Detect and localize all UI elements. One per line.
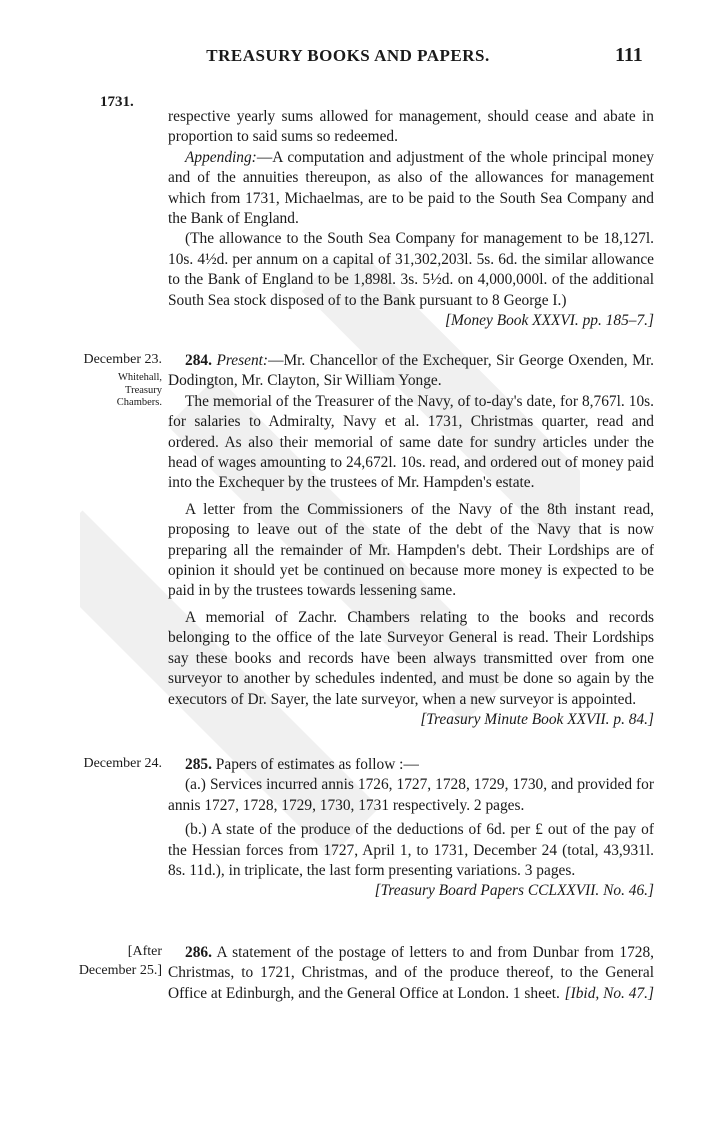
entry-number: 285.	[185, 756, 212, 773]
continuation-paragraph: respective yearly sums allowed for management, should cease and abate in proportion to said sums so redeemed.	[168, 108, 654, 146]
margin-place: Treasury	[125, 385, 162, 396]
running-header: TREASURY BOOKS AND PAPERS.	[206, 46, 490, 65]
appending-label: Appending:	[185, 148, 257, 166]
present-text: —Mr. Chancellor of the Exchequer, Sir George Oxenden, Mr. Dodington, Mr. Clayton, Sir William Yonge.	[168, 352, 654, 390]
entry-number: 284.	[185, 352, 212, 369]
entry-continuation	[168, 107, 654, 331]
margin-date: December 25.]	[78, 963, 162, 978]
entry-284	[168, 351, 654, 730]
citation-text: [Ibid, No. 47.]	[564, 985, 654, 1003]
appending-paragraph	[168, 148, 654, 230]
entry-286-body: A statement of the postage of letters to and from Dunbar from 1728, Christmas, to 1721, Christmas, and of the produce thereof, to the General Office at Edinburgh, and the General Office at London. 1 sheet.	[168, 944, 655, 1002]
margin-date: [After	[127, 944, 162, 959]
citation	[168, 710, 654, 730]
citation	[168, 881, 654, 901]
entry-284-present	[168, 351, 654, 392]
citation-text: [Treasury Board Papers CCLXXVII. No. 46.]	[374, 882, 654, 900]
margin-date: December 24.	[83, 756, 162, 771]
entry-285-item-a: (a.) Services incurred annis 1726, 1727, 1728, 1729, 1730, and provided for annis 1727, 1728, 1729, 1730, 1731 respectively. 2 pages.	[168, 776, 654, 814]
entry-286	[168, 943, 654, 1005]
entry-284-paragraph: A letter from the Commissioners of the Navy of the 8th instant read, proposing to leave out of the state of the debt of the Navy that is now preparing all the remainder of Mr. Hampden's debt. Their Lordships are of opinion it should yet be continued on because more money is expected to be paid in by the trustees towards lessening same.	[168, 500, 654, 600]
margin-place: Chambers.	[116, 397, 162, 408]
entry-285	[168, 755, 654, 902]
appending-text: —A computation and adjustment of the whole principal money and of the annuities thereupon, as also of the allowances for management which from 1731, Michaelmas, are to be paid to the South Sea Company and the Bank of England.	[168, 148, 654, 228]
page-number: 111	[615, 44, 643, 66]
entry-285-intro-text: Papers of estimates as follow :—	[215, 756, 419, 773]
entry-284-paragraph: A memorial of Zachr. Chambers relating to the books and records belonging to the office of the late Surveyor General is read. Their Lordships say these books and records have been always transmitted over from one surveyor to another by schedules indented, and must be done so again by the executors of Dr. Sayer, the late surveyor, when a new surveyor is appointed.	[168, 608, 654, 708]
entry-number: 286.	[185, 944, 212, 961]
allowance-paragraph: (The allowance to the South Sea Company for management to be 18,127l. 10s. 4½d. per annum on a capital of 31,302,203l. 5s. 6d. the similar allowance to the Bank of England to be 1,898l. 3s. 5½d. on 4,000,000l. of the additional South Sea stock disposed of to the Bank pursuant to 8 George I.)	[168, 230, 654, 309]
entry-284-paragraph: The memorial of the Treasurer of the Navy, of to-day's date, for 8,767l. 10s. for salaries to Admiralty, Navy et al. 1731, Christmas quarter, read and ordered. As also their memorial of same date for sundry articles under the head of wages amounting to 24,672l. 10s. read, and ordered out of money paid into the Exchequer by the trustees of Mr. Hampden's estate.	[168, 392, 654, 492]
margin-place: Whitehall,	[117, 372, 162, 383]
margin-date: December 23.	[83, 352, 162, 367]
entry-285-item-b: (b.) A state of the produce of the deductions of 6d. per £ out of the pay of the Hessian forces from 1727, April 1, to 1731, December 24 (total, 43,931l. 8s. 11d.), in triplicate, the last form presenting variations. 3 pages.	[168, 821, 654, 880]
entry-285-intro	[168, 755, 654, 775]
citation	[168, 311, 654, 331]
citation-text: [Treasury Minute Book XXVII. p. 84.]	[420, 710, 654, 728]
margin-year: 1731.	[100, 94, 134, 110]
present-label: Present:	[216, 352, 269, 369]
citation-text: [Money Book XXXVI. pp. 185–7.]	[444, 312, 654, 330]
